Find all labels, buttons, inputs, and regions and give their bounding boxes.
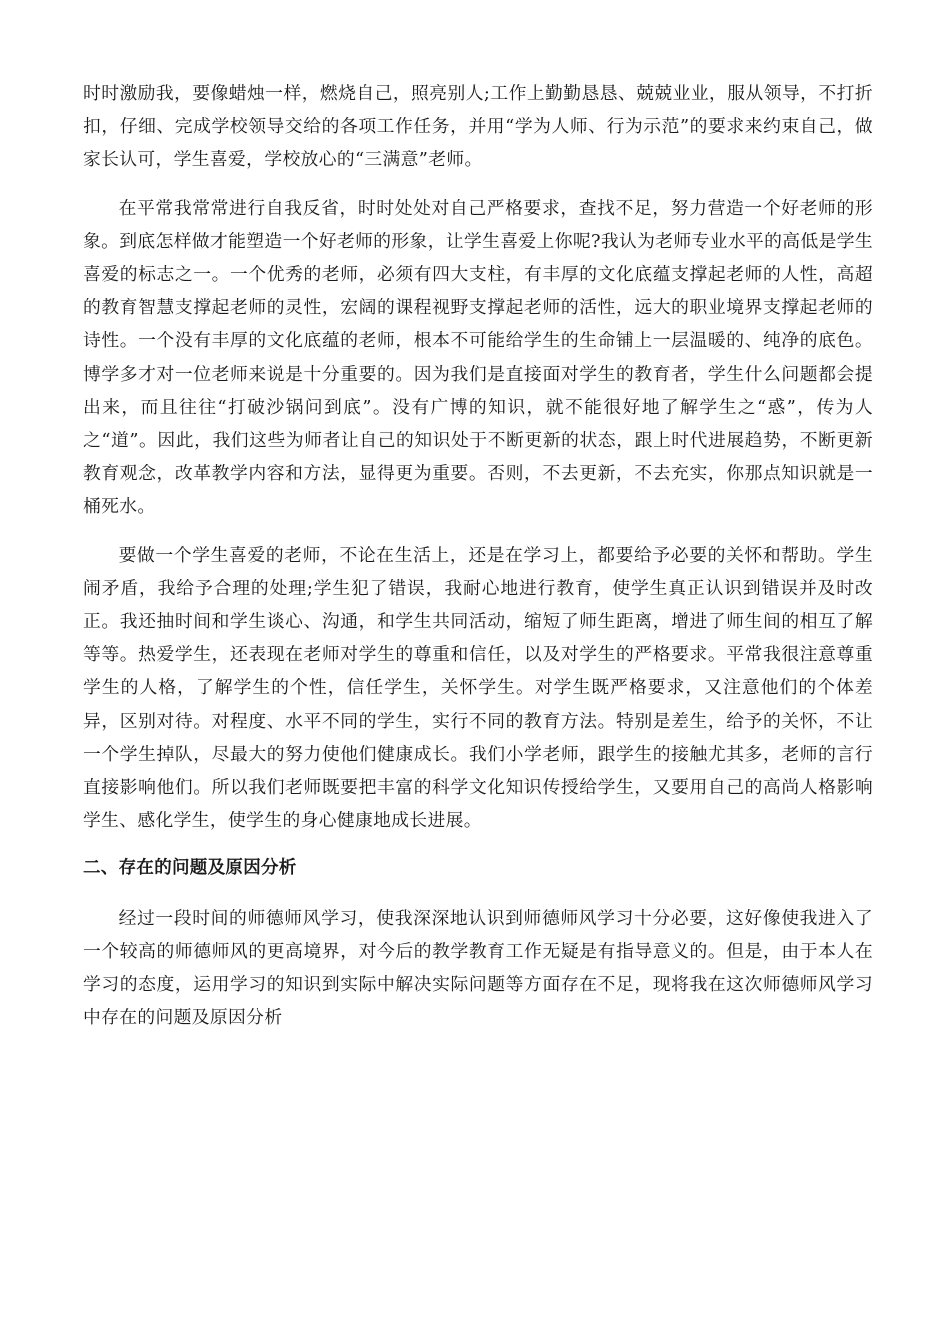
paragraph-continuation: 时时激励我，要像蜡烛一样，燃烧自己，照亮别人;工作上勤勤恳恳、兢兢业业，服从领导，不打折扣，仔细、完成学校领导交给的各项工作任务，并用“学为人师、行为示范”的要求来约束自己，做家长认可，学生喜爱，学校放心的“三满意”老师。 bbox=[83, 83, 873, 171]
paragraph-caring-for-students: 要做一个学生喜爱的老师，不论在生活上，还是在学习上，都要给予必要的关怀和帮助。学生闹矛盾，我给予合理的处理;学生犯了错误，我耐心地进行教育，使学生真正认识到错误并及时改正。我还抽时间和学生谈心、沟通，和学生共同活动，缩短了师生距离，增进了师生间的相互了解等等。热爱学生，还表现在老师对学生的尊重和信任，以及对学生的严格要求。平常我很注意尊重学生的人格，了解学生的个性，信任学生，关怀学生。对学生既严格要求，又注意他们的个体差异，区别对待。对程度、水平不同的学生，实行不同的教育方法。特别是差生，给予的关怀，不让一个学生掉队，尽最大的努力使他们健康成长。我们小学老师，跟学生的接触尤其多，老师的言行直接影响他们。所以我们老师既要把丰富的科学文化知识传授给学生，又要用自己的高尚人格影响学生、感化学生，使学生的身心健康地成长进展。 bbox=[83, 544, 873, 832]
section-heading: 二、存在的问题及原因分析 bbox=[83, 858, 297, 879]
document-body bbox=[83, 77, 873, 1049]
paragraph-problems-analysis: 经过一段时间的师德师风学习，使我深深地认识到师德师风学习十分必要，这好像使我进入了一个较高的师德师风的更高境界，对今后的教学教育工作无疑是有指导意义的。但是，由于本人在学习的态度，运用学习的知识到实际中解决实际问题等方面存在不足，现将我在这次师德师风学习中存在的问题及原因分析 bbox=[83, 907, 873, 1029]
paragraph-self-reflection: 在平常我常常进行自我反省，时时处处对自己严格要求，查找不足，努力营造一个好老师的形象。到底怎样做才能塑造一个好老师的形象，让学生喜爱上你呢?我认为老师专业水平的高低是学生喜爱的标志之一。一个优秀的老师，必须有四大支柱，有丰厚的文化底蕴支撑起老师的人性，高超的教育智慧支撑起老师的灵性，宏阔的课程视野支撑起老师的活性，远大的职业境界支撑起老师的诗性。一个没有丰厚的文化底蕴的老师，根本不可能给学生的生命铺上一层温暖的、纯净的底色。博学多才对一位老师来说是十分重要的。因为我们是直接面对学生的教育者，学生什么问题都会提出来，而且往往“打破沙锅问到底”。没有广博的知识，就不能很好地了解学生之“惑”，传为人之“道”。因此，我们这些为师者让自己的知识处于不断更新的状态，跟上时代进展趋势，不断更新教育观念，改革教学内容和方法，显得更为重要。否则，不去更新，不去充实，你那点知识就是一桶死水。 bbox=[83, 197, 873, 518]
